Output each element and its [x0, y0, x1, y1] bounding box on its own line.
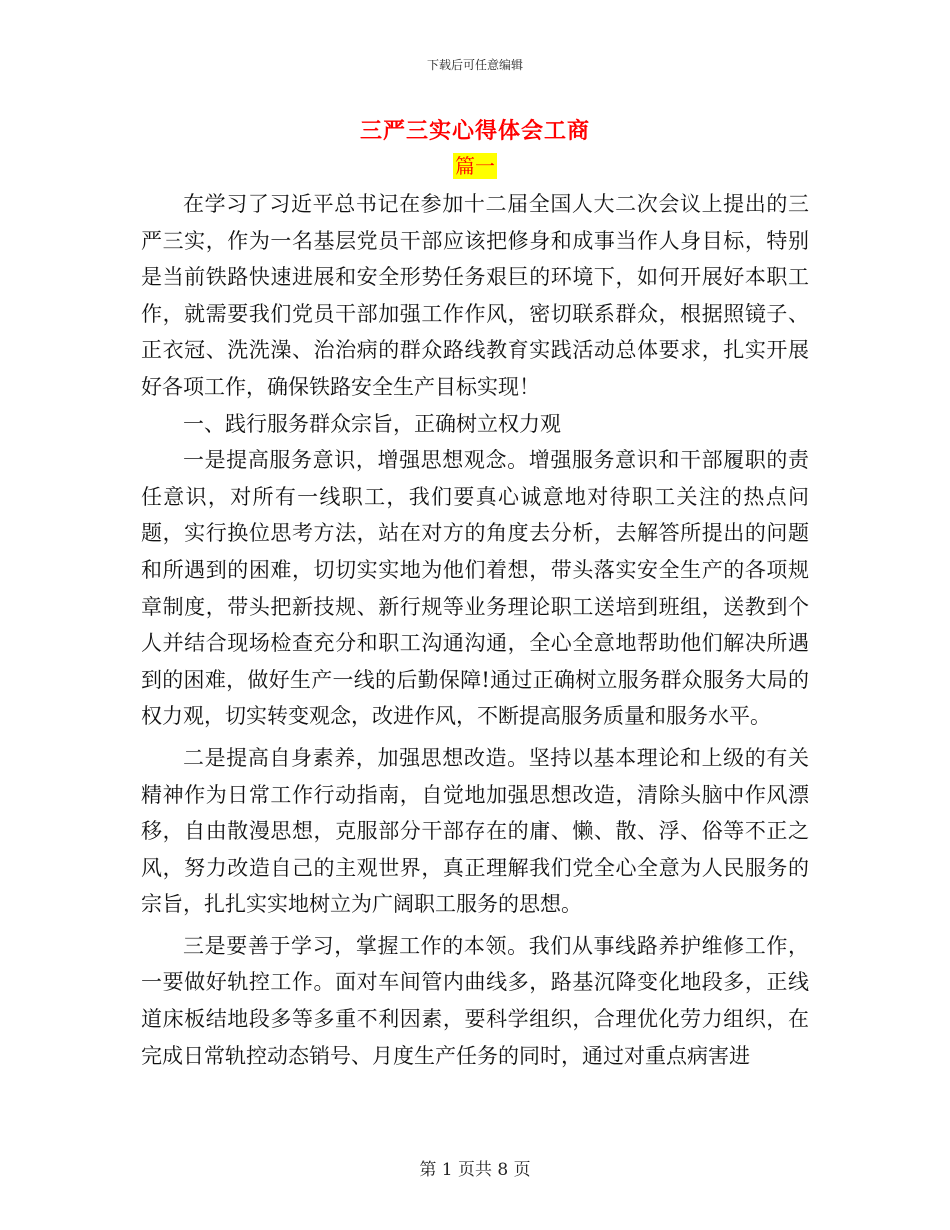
section-label: 篇一 [455, 154, 495, 178]
paragraph-heading-one: 一、践行服务群众宗旨，正确树立权力观 [183, 411, 561, 436]
page-number: 第 1 页共 8 页 [419, 1160, 531, 1180]
document-title: 三严三实心得体会工商 [359, 119, 590, 144]
paragraph-point-one: 一是提高服务意识，增强思想观念。增强服务意识和干部履职的责任意识，对所有一线职工，我们要真心诚意地对待职工关注的热点问题，实行换位思考方法，站在对方的角度去分析，去解答所提出的问题和所遇到的困难，切切实实地为他们着想，带头落实安全生产的各项规章制度，带头把新技规、新行规等业务理论职工送培到班组，送教到个人并结合现场检查充分和职工沟通沟通，全心全意地帮助他们解决所遇到的困难，做好生产一线的后勤保障!通过正确树立服务群众服务大局的权力观，切实转变观念，改进作风，不断提高服务质量和服务水平。 [141, 448, 809, 729]
header-note: 下载后可任意编辑 [426, 58, 523, 72]
section-label-container [0, 153, 950, 179]
document-body [141, 186, 809, 1074]
paragraph-intro: 在学习了习近平总书记在参加十二届全国人大二次会议上提出的三严三实，作为一名基层党员干部应该把修身和成事当作人身目标，特别是当前铁路快速进展和安全形势任务艰巨的环境下，如何开展好本职工作，就需要我们党员干部加强工作作风，密切联系群众，根据照镜子、正衣冠、洗洗澡、治治病的群众路线教育实践活动总体要求，扎实开展好各项工作，确保铁路安全生产目标实现！ [141, 192, 809, 399]
paragraph-point-three: 三是要善于学习，掌握工作的本领。我们从事线路养护维修工作，一要做好轨控工作。面对车间管内曲线多，路基沉降变化地段多，正线道床板结地段多等多重不利因素，要科学组织，合理优化劳力组织，在完成日常轨控动态销号、月度生产任务的同时，通过对重点病害进 [141, 933, 809, 1068]
paragraph-point-two: 二是提高自身素养，加强思想改造。坚持以基本理论和上级的有关精神作为日常工作行动指南，自觉地加强思想改造，清除头脑中作风漂移，自由散漫思想，克服部分干部存在的庸、懒、散、浮、俗等不正之风，努力改造自己的主观世界，真正理解我们党全心全意为人民服务的宗旨，扎扎实实地树立为广阔职工服务的思想。 [141, 745, 809, 917]
